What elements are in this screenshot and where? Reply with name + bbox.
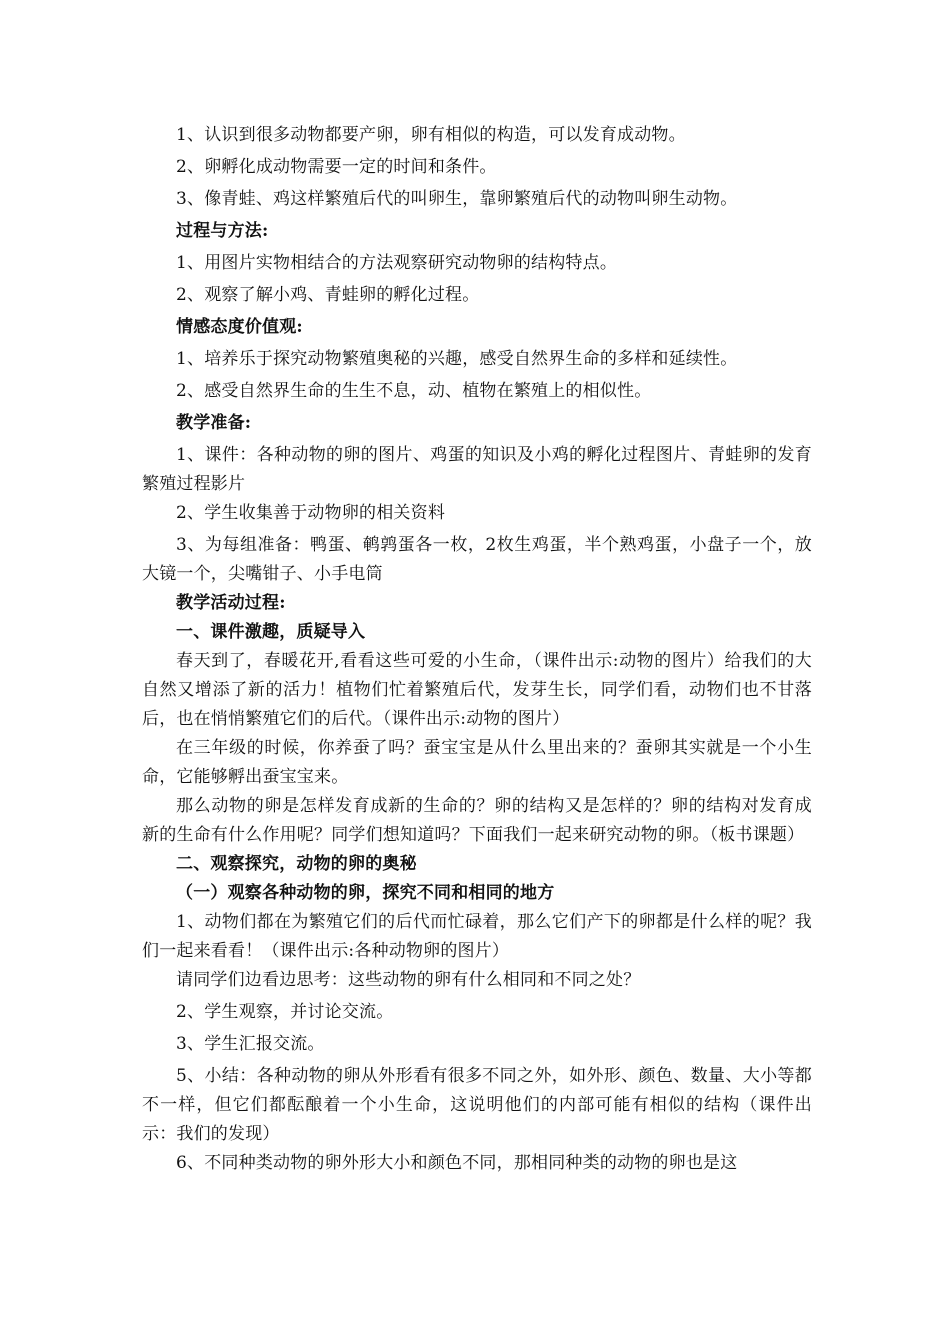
- document-page: [142, 121, 812, 1181]
- paragraph-method-2: 2、观察了解小鸡、青蛙卵的孵化过程。: [176, 285, 480, 305]
- heading-section-2: 二、观察探究，动物的卵的奥秘: [176, 854, 417, 874]
- paragraph-intro-silkworm: 在三年级的时候，你养蚕了吗？蚕宝宝是从什么里出来的？蚕卵其实就是一个小生命，它能够孵出蚕宝宝来。: [142, 738, 812, 787]
- paragraph-preparation-2: 2、学生收集善于动物卵的相关资料: [176, 503, 446, 523]
- heading-teaching-preparation: 教学准备:: [176, 413, 252, 433]
- paragraph-summary-5: 5、小结：各种动物的卵从外形看有很多不同之外，如外形、颜色、数量、大小等都不一样，但它们都酝酿着一个小生命，这说明他们的内部可能有相似的结构（课件出示：我们的发现）: [142, 1066, 812, 1144]
- paragraph-preparation-1: 1、课件：各种动物的卵的图片、鸡蛋的知识及小鸡的孵化过程图片、青蛙卵的发育繁殖过程影片: [142, 445, 812, 494]
- paragraph-objective-3: 3、像青蛙、鸡这样繁殖后代的叫卵生，靠卵繁殖后代的动物叫卵生动物。: [176, 189, 738, 209]
- paragraph-observe-2: 2、学生观察，并讨论交流。: [176, 1002, 394, 1022]
- paragraph-emotion-2: 2、感受自然界生命的生生不息，动、植物在繁殖上的相似性。: [176, 381, 652, 401]
- paragraph-point-6: 6、不同种类动物的卵外形大小和颜色不同，那相同种类的动物的卵也是这: [176, 1153, 738, 1173]
- paragraph-method-1: 1、用图片实物相结合的方法观察研究动物卵的结构特点。: [176, 253, 618, 273]
- heading-teaching-process: 教学活动过程:: [176, 593, 286, 613]
- paragraph-objective-1: 1、认识到很多动物都要产卵，卵有相似的构造，可以发育成动物。: [176, 125, 686, 145]
- paragraph-emotion-1: 1、培养乐于探究动物繁殖奥秘的兴趣，感受自然界生命的多样和延续性。: [176, 349, 738, 369]
- paragraph-observe-1: 1、动物们都在为繁殖它们的后代而忙碌着，那么它们产下的卵都是什么样的呢？我们一起来看看！（课件出示:各种动物卵的图片）: [142, 912, 812, 961]
- paragraph-observe-3: 3、学生汇报交流。: [176, 1034, 325, 1054]
- heading-emotion-values: 情感态度价值观:: [176, 317, 303, 337]
- paragraph-intro-spring: 春天到了，春暖花开,看看这些可爱的小生命，（课件出示:动物的图片）给我们的大自然又增添了新的活力！植物们忙着繁殖后代，发芽生长，同学们看，动物们也不甘落后，也在悄悄繁殖它们的后代。（课件出示:动物的图片）: [142, 651, 812, 729]
- heading-subsection-1: （一）观察各种动物的卵，探究不同和相同的地方: [176, 883, 555, 903]
- paragraph-intro-question: 那么动物的卵是怎样发育成新的生命的？卵的结构又是怎样的？卵的结构对发育成新的生命有什么作用呢？同学们想知道吗？下面我们一起来研究动物的卵。（板书课题）: [142, 796, 812, 845]
- paragraph-preparation-3: 3、为每组准备：鸭蛋、鹌鹑蛋各一枚，2枚生鸡蛋，半个熟鸡蛋，小盘子一个，放大镜一个，尖嘴钳子、小手电筒: [142, 535, 812, 584]
- paragraph-observe-think: 请同学们边看边思考：这些动物的卵有什么相同和不同之处？: [176, 970, 641, 990]
- heading-process-method: 过程与方法:: [176, 221, 269, 241]
- paragraph-objective-2: 2、卵孵化成动物需要一定的时间和条件。: [176, 157, 497, 177]
- heading-section-1: 一、课件激趣，质疑导入: [176, 622, 366, 642]
